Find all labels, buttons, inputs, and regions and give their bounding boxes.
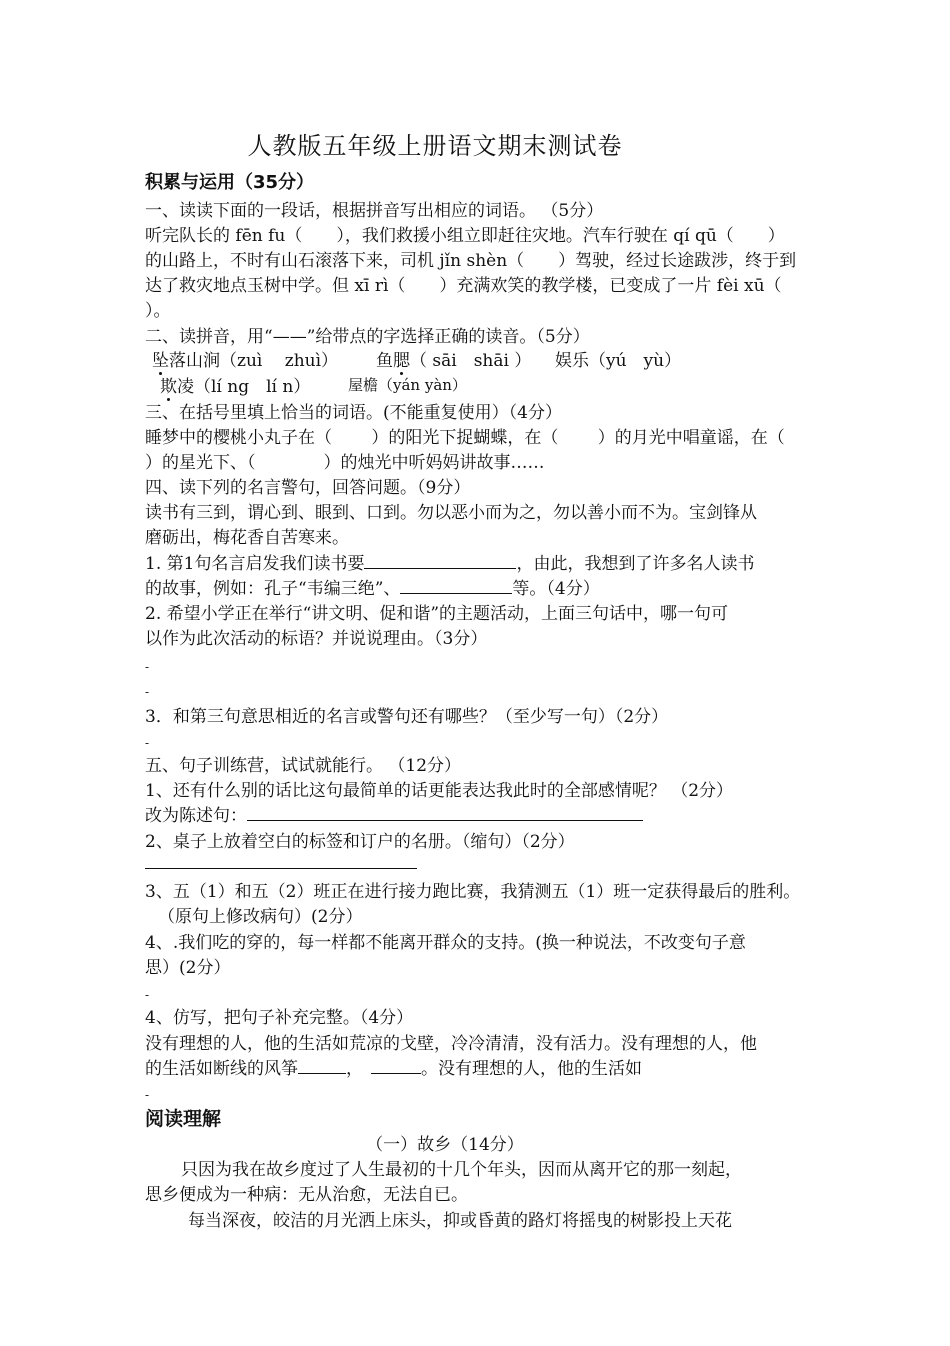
q4-sub1-text-a: 1. 第1句名言启发我们读书要 (145, 554, 365, 574)
q2-word-2-rest: （ sāi shāi ） (410, 351, 532, 371)
q5-sub3: 3、五（1）和五（2）班正在进行接力跑比赛，我猜测五（1）班一定获得最后的胜利。 (145, 882, 801, 902)
q3-line-2: ）的星光下、（ ）的烛光中听妈妈讲故事…… (145, 453, 545, 473)
answer-line-marker: - (145, 685, 150, 699)
q2-word-1-dotted: 坠 (152, 346, 169, 371)
q5-sub2: 2、桌子上放着空白的标签和订户的名册。（缩句）（2分） (145, 832, 575, 852)
q2-word-3: 娱乐（yú yù） (555, 351, 682, 371)
q4-sub1-text-b: ，由此，我想到了许多名人读书 (516, 554, 755, 574)
q5-sub5-text-b: 。没有理想的人，他的生活如 (421, 1059, 642, 1079)
q1-title: 一、读读下面的一段话，根据拼音写出相应的词语。 （5分） (145, 201, 604, 221)
page-title: 人教版五年级上册语文期末测试卷 (247, 132, 623, 160)
q4-sub1-text-d: 等。（4分） (512, 579, 600, 599)
q2-word-2-dotted: 腮 (393, 346, 410, 371)
q4-title: 四、读下列的名言警句，回答问题。（9分） (145, 478, 471, 498)
answer-line-marker: - (145, 736, 150, 750)
q4-answer-blank-1[interactable] (364, 552, 516, 569)
q3-title: 三、在括号里填上恰当的词语。(不能重复使用）（4分） (145, 403, 562, 423)
q2-word-4-dotted: 欺 (160, 372, 177, 397)
q5-sub2-answer-line (145, 852, 417, 874)
q4-sub2-line-1: 2. 希望小学正在举行“讲文明、促和谐”的主题活动，上面三句话中，哪一句可 (145, 604, 729, 624)
section-heading-accumulation: 积累与运用（35分） (145, 172, 315, 193)
q1-line-4: ）。 (145, 301, 171, 321)
reading-subtitle: （一）故乡（14分） (366, 1135, 524, 1155)
q5-answer-blank-4[interactable] (371, 1057, 421, 1074)
q3-line-1: 睡梦中的樱桃小丸子在（ ）的阳光下捉蝴蝶，在（ ）的月光中唱童谣，在（ (145, 428, 785, 448)
q4-sub3: 3．和第三句意思相近的名言或警句还有哪些？（至少写一句）（2分） (145, 707, 669, 727)
q1-line-2: 的山路上，不时有山石滚落下来，司机 jǐn shèn（ ）驾驶，经过长途跋涉，终于到 (145, 251, 797, 271)
q5-sub4-note: 思）(2分） (145, 958, 231, 978)
q2-word-1-rest: 落山涧（zuì zhuì） (169, 351, 339, 371)
q4-passage-2: 磨砺出，梅花香自苦寒来。 (145, 528, 349, 548)
q5-sub4: 4、.我们吃的穿的，每一样都不能离开群众的支持。(换一种说法，不改变句子意 (145, 933, 746, 953)
q5-answer-blank-3[interactable] (298, 1057, 346, 1074)
q2-word-1 (152, 346, 338, 371)
q5-sub3-note: （原句上修改病句）(2分） (158, 907, 363, 927)
section-heading-reading: 阅读理解 (145, 1108, 222, 1130)
reading-paragraph-2-line-1: 每当深夜，皎洁的月光洒上床头，抑或昏黄的路灯将摇曳的树影投上天花 (188, 1211, 732, 1231)
q2-word-4-rest: 凌（lí ng lí n） (177, 377, 311, 397)
q5-sub5-comma: ， (346, 1059, 363, 1079)
q5-sub1-prompt: 改为陈述句： (145, 806, 247, 826)
q5-sub5-text-a: 的生活如断线的风筝 (145, 1059, 298, 1079)
q4-answer-blank-2[interactable] (400, 577, 512, 594)
reading-paragraph-1-line-1: 只因为我在故乡度过了人生最初的十几个年头，因而从离开它的那一刻起， (181, 1160, 742, 1180)
q2-title: 二、读拼音，用“——”给带点的字选择正确的读音。（5分） (145, 327, 590, 347)
q5-title: 五、句子训练营，试试就能行。 （12分） (145, 756, 462, 776)
q5-answer-blank-2[interactable] (145, 852, 417, 869)
q4-sub1-line-1 (145, 549, 754, 574)
q5-answer-blank-1[interactable] (247, 804, 643, 821)
answer-line-marker: - (145, 660, 150, 674)
q4-sub1-line-2 (145, 574, 600, 599)
q2-word-5: 屋檐（yán yàn） (348, 376, 467, 394)
q2-word-4 (160, 372, 310, 397)
q1-line-3: 达了救灾地点玉树中学。但 xī rì（ ）充满欢笑的教学楼，已变成了一片 fèi xū（ (145, 276, 782, 296)
answer-line-marker: - (145, 1088, 150, 1102)
q5-sub5: 4、仿写，把句子补充完整。（4分） (145, 1008, 414, 1028)
q4-sub1-text-c: 的故事，例如：孔子“韦编三绝”、 (145, 579, 401, 599)
q5-sub1-answer-line (145, 801, 643, 826)
q5-sub5-line-1: 没有理想的人，他的生活如荒凉的戈壁，冷冷清清，没有活力。没有理想的人，他 (145, 1034, 757, 1054)
q5-sub5-line-2 (145, 1054, 642, 1079)
q5-sub1: 1、还有什么别的话比这句最简单的话更能表达我此时的全部感情呢？ （2分） (145, 781, 734, 801)
q2-word-2-pre: 鱼 (376, 351, 393, 371)
q4-sub2-line-2: 以作为此次活动的标语？并说说理由。（3分） (145, 629, 488, 649)
answer-line-marker: - (145, 988, 150, 1002)
q2-word-2 (376, 346, 531, 371)
reading-paragraph-1-line-2: 思乡便成为一种病：无从治愈，无法自已。 (145, 1185, 468, 1205)
q4-passage-1: 读书有三到，谓心到、眼到、口到。勿以恶小而为之，勿以善小而不为。宝剑锋从 (145, 503, 757, 523)
q1-line-1: 听完队长的 fēn fu（ ），我们救援小组立即赶往灾地。汽车行驶在 qí qū（ ） (145, 226, 785, 246)
